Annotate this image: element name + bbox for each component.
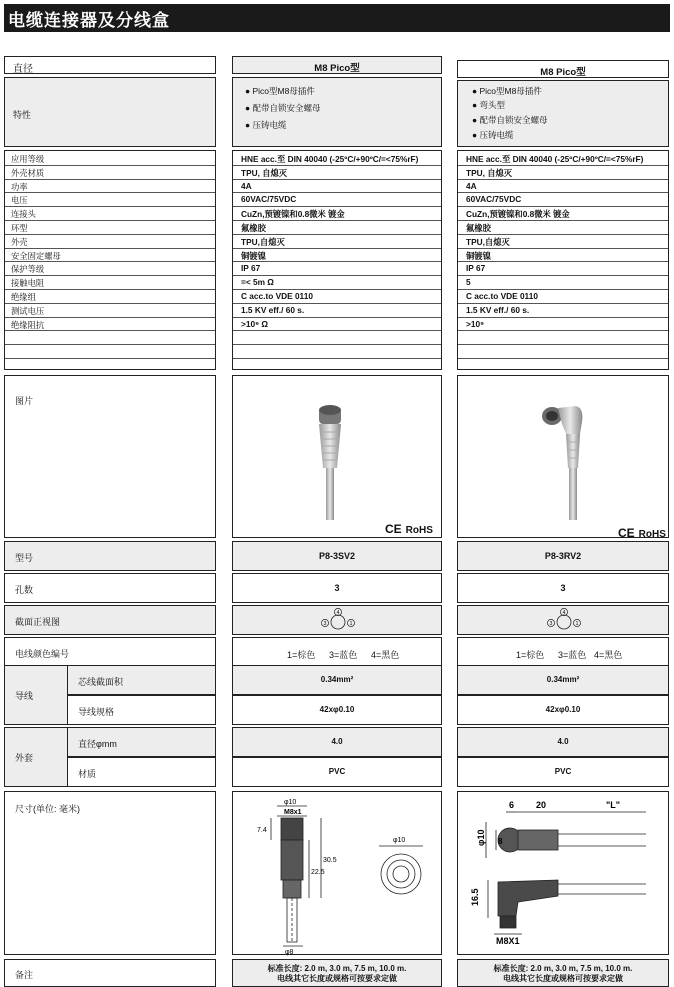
conductor-spec-col1-cell [232,695,442,725]
feature-item: ● 弯头型 [472,100,506,110]
spec-label: 接触电阻 [11,278,45,289]
model-label-cell [4,541,216,571]
jacket-dia-col2-cell [457,727,669,757]
pin-layout-diagram [318,606,358,634]
jacket-label: 外套 [15,753,34,763]
jacket-material-col1-cell [232,757,442,787]
dim-label-22-5: 22.5 [311,869,325,876]
dimension-col2-cell [457,791,669,955]
feature-item: ● Pico型M8母插件 [472,86,542,96]
spec-value: 铜镀镍 [241,250,266,261]
pin-label-right: 1 [575,621,579,627]
model-label: 型号 [15,553,34,563]
conductor-spec-label-cell [67,695,216,725]
header-label-cell [4,56,216,74]
row-divider [5,234,215,235]
remark-line2: 电线其它长度或规格可按要求定做 [277,974,397,983]
header-label: 直径 [13,64,33,75]
pin-layout-diagram [544,606,584,634]
angled-connector-drawing [458,792,670,956]
row-divider [458,179,668,180]
dim-label-16-5: 16.5 [470,888,480,906]
pin-label-left: 3 [549,621,553,627]
model-col2-cell [457,541,669,571]
spec-col1-column [232,150,442,370]
jacket-dia-label: 直径φmm [78,739,117,749]
row-divider [233,206,441,207]
image-col2-cell [457,375,669,538]
row-divider [5,358,215,359]
image-label: 图片 [15,396,34,406]
jacket-material-col2-cell [457,757,669,787]
spec-value: HNE acc.至 DIN 40040 (-25ºC/+90ºC/=<75%rF) [241,154,419,164]
spec-value: TPU, 自熄灭 [241,167,288,178]
wire-color-item: 4=黑色 [594,650,623,660]
feature-item: ● 配带自锁安全螺母 [472,115,548,125]
row-divider [5,330,215,331]
wire-color-item: 3=蓝色 [558,650,587,660]
remark-line1: 标准长度: 2.0 m, 3.0 m, 7.5 m, 10.0 m. [493,964,633,973]
jacket-material-label: 材质 [78,769,97,779]
features-label-cell [4,77,216,147]
conductor-spec-col1: 42xφ0.10 [319,705,355,714]
row-divider [458,248,668,249]
remark-line1: 标准长度: 2.0 m, 3.0 m, 7.5 m, 10.0 m. [267,964,407,973]
row-divider [458,344,668,345]
wirecolor-col2-cell [457,637,669,667]
pin-label-top: 4 [336,610,340,616]
image-label-cell [4,375,216,538]
wire-color-item: 4=黑色 [371,650,400,660]
row-divider [233,275,441,276]
conductor-area-label-cell [67,665,216,695]
jacket-dia-col1-cell [232,727,442,757]
header-col2: M8 Pico型 [540,67,586,78]
spec-value: 1.5 KV eff./ 60 s. [241,304,305,315]
row-divider [233,317,441,318]
spec-label: 安全固定螺母 [11,250,61,261]
conductor-label-cell [4,665,68,725]
spec-value: >10⁹ Ω [241,318,268,329]
row-divider [233,192,441,193]
row-divider [5,303,215,304]
remark-col1-cell [232,959,442,987]
row-divider [458,303,668,304]
frontview-label-cell [4,605,216,635]
spec-label: 外壳 [11,236,28,247]
spec-label: 测试电压 [11,305,45,316]
jacket-material-col2: PVC [554,767,572,776]
features-label: 特性 [13,110,32,120]
conductor-spec-col2-cell [457,695,669,725]
spec-value: 60VAC/75VDC [241,194,297,205]
spec-value: 氟橡胶 [241,223,266,233]
conductor-area-col1-cell [232,665,442,695]
spec-label: 外壳材质 [11,167,45,178]
row-divider [5,317,215,318]
dim-label-face-d10: φ10 [393,837,406,844]
feature-item: ● 配带自锁安全螺母 [245,103,321,113]
feature-item: ● 压铸电缆 [472,130,514,140]
dim-label-d10: φ10 [476,829,486,846]
remark-line2: 电线其它长度或规格可按要求定做 [503,974,623,983]
jacket-label-cell [4,727,68,787]
model-col1: P8-3SV2 [318,551,356,561]
spec-value: 60VAC/75VDC [466,194,522,205]
row-divider [458,358,668,359]
pin-label-left: 3 [323,621,327,627]
row-divider [233,220,441,221]
spec-value: >10⁹ [466,318,485,329]
row-divider [233,358,441,359]
jacket-material-col1: PVC [328,767,346,776]
row-divider [5,344,215,345]
row-divider [5,192,215,193]
dim-label-d8: φ8 [285,949,294,956]
jacket-material-label-cell [67,757,216,787]
spec-label: 功率 [11,181,28,192]
spec-value: 4A [466,180,477,191]
row-divider [5,275,215,276]
wirecolor-label-cell [4,637,216,667]
conductor-area-col1: 0.34mm² [320,675,354,684]
spec-value: 4A [241,180,252,191]
header-col2-cell [457,60,669,78]
page-title: 电缆连接器及分线盒 [8,11,170,30]
model-col2: P8-3RV2 [544,551,582,561]
remark-col2-cell [457,959,669,987]
spec-value: TPU,自熄灭 [466,236,510,247]
row-divider [233,289,441,290]
dim-label-6: 6 [509,800,515,810]
row-divider [458,289,668,290]
row-divider [458,275,668,276]
spec-label: 连接头 [11,209,36,220]
row-divider [458,261,668,262]
spec-value: 铜镀镍 [466,250,491,261]
feature-item: ● Pico型M8母插件 [245,86,315,96]
row-divider [233,344,441,345]
row-divider [458,317,668,318]
dimension-label-cell [4,791,216,955]
row-divider [458,220,668,221]
remark-label-cell [4,959,216,987]
dimension-col1-cell [232,791,442,955]
conductor-area-label: 芯线截面积 [78,677,124,687]
dim-label-8: 8 [498,837,503,846]
pins-label: 孔数 [15,585,34,595]
dim-label-m8: M8x1 [284,809,302,816]
pins-col2-cell [457,573,669,603]
wire-color-item: 3=蓝色 [329,650,358,660]
spec-value: IP 67 [241,263,261,274]
row-divider [458,165,668,166]
pin-label-right: 1 [349,621,353,627]
row-divider [458,330,668,331]
spec-value: HNE acc.至 DIN 40040 (-25ºC/+90ºC/=<75%rF) [466,154,644,164]
row-divider [5,165,215,166]
pins-col2: 3 [560,583,566,593]
conductor-label: 导线 [15,691,34,701]
spec-label: 环型 [11,223,28,233]
dim-label-d10: φ10 [284,799,297,806]
dimension-label: 尺寸(单位: 毫米) [15,804,80,814]
header-col1: M8 Pico型 [314,63,360,74]
remark-label: 备注 [15,970,34,980]
spec-value: 1.5 KV eff./ 60 s. [466,304,530,315]
feature-item: ● 压铸电缆 [245,120,287,130]
frontview-col2-cell [457,605,669,635]
row-divider [233,248,441,249]
row-divider [458,192,668,193]
row-divider [5,261,215,262]
spec-label: 电压 [11,195,28,206]
frontview-label: 截面正视图 [15,617,61,627]
jacket-dia-col2: 4.0 [557,737,569,746]
row-divider [458,206,668,207]
dim-label-L: "L" [606,800,621,810]
ce-rohs-mark: CE RoHS [618,526,666,540]
ce-rohs-mark: CE RoHS [385,522,433,536]
angled-connector-photo [458,376,670,539]
jacket-dia-label-cell [67,727,216,757]
row-divider [5,179,215,180]
wirecolor-label: 电线颜色编号 [15,649,70,659]
pins-col1-cell [232,573,442,603]
dim-label-30-5: 30.5 [323,857,337,864]
spec-value: C acc.to VDE 0110 [466,291,538,301]
spec-value: 5 [466,277,471,288]
pins-label-cell [4,573,216,603]
row-divider [233,261,441,262]
conductor-spec-col2: 42xφ0.10 [545,705,581,714]
row-divider [5,289,215,290]
spec-value: TPU, 自熄灭 [466,167,513,178]
row-divider [5,206,215,207]
row-divider [5,248,215,249]
pin-label-top: 4 [562,610,566,616]
spec-label-column [4,150,216,370]
row-divider [458,234,668,235]
wire-color-item: 1=棕色 [287,650,316,660]
wire-color-item: 1=棕色 [516,650,545,660]
header-col1-cell [232,56,442,74]
row-divider [233,330,441,331]
dim-label-7-4: 7.4 [257,827,267,834]
image-col1-cell [232,375,442,538]
row-divider [233,165,441,166]
conductor-spec-label: 导线规格 [78,707,115,717]
row-divider [233,303,441,304]
spec-value: =< 5m Ω [241,277,274,288]
conductor-area-col2: 0.34mm² [546,675,580,684]
model-col1-cell [232,541,442,571]
row-divider [233,179,441,180]
conductor-area-col2-cell [457,665,669,695]
spec-col2-column [457,150,669,370]
pins-col1: 3 [334,583,340,593]
wirecolor-col1-cell [232,637,442,667]
spec-label: 应用等级 [11,154,45,164]
row-divider [233,234,441,235]
features-col1-cell [232,77,442,147]
dim-label-m8: M8X1 [496,936,520,946]
spec-label: 保护等级 [11,264,45,275]
spec-value: C acc.to VDE 0110 [241,291,313,301]
frontview-col1-cell [232,605,442,635]
straight-connector-photo [233,376,443,539]
features-col2-cell [457,80,669,147]
spec-label: 绝缘阻抗 [11,319,45,330]
spec-value: TPU,自熄灭 [241,236,285,247]
dim-label-20: 20 [536,800,547,810]
spec-value: 氟橡胶 [466,223,491,233]
spec-value: CuZn,预镀镍和0.8微米 镀金 [241,209,345,220]
spec-value: IP 67 [466,263,486,274]
row-divider [5,220,215,221]
spec-value: CuZn,预镀镍和0.8微米 镀金 [466,209,570,220]
jacket-dia-col1: 4.0 [331,737,343,746]
spec-label: 绝缘组 [11,292,36,302]
straight-connector-drawing [233,792,443,956]
